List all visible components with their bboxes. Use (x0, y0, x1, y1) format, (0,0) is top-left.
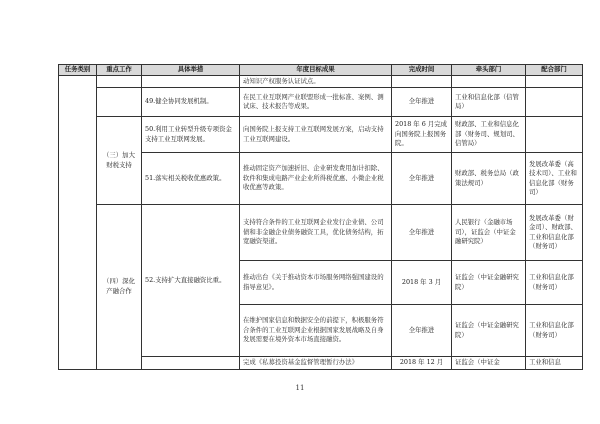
coop-cell: 工业和信息化部（财务司） (526, 261, 583, 305)
task-category-cell (59, 75, 97, 369)
coop-cell: 工业和信息化部（财务司） (526, 305, 583, 357)
key-work-cell (97, 75, 142, 88)
lead-cell: 证监会（中证金融研究院） (452, 305, 526, 357)
table-row (59, 205, 583, 261)
table-row (59, 117, 583, 153)
goal-cell: 完成《私募投资基金监督管理暂行办法》 (240, 357, 392, 370)
lead-cell (452, 75, 526, 88)
time-cell: 2018 年 3 月 (392, 261, 452, 305)
header-task-category: 任务类别 (59, 65, 97, 76)
header-annual-goals: 年度目标成果 (240, 65, 392, 76)
header-lead-department: 牵头部门 (452, 65, 526, 76)
lead-cell: 工业和信息化部（信管局） (452, 88, 526, 117)
coop-cell: 发展改革委（高技术司）、工业和信息化部（财务司） (526, 153, 583, 205)
time-cell: 2018 年 6 月完成向国务院上报国务院。 (392, 117, 452, 153)
goal-cell: 在维护国家信息和数据安全的前提下，积极服务符合条件的工业互联网企业根据国家发展战略及自身发展需要在境外资本市场直接融资。 (240, 305, 392, 357)
time-cell: 2018 年 12 月 (392, 357, 452, 370)
goal-cell: 动知识产权服务认证试点。 (240, 75, 392, 88)
coop-cell (526, 88, 583, 117)
time-cell: 全年推进 (392, 88, 452, 117)
key-work-cell (97, 88, 142, 117)
task-table (58, 64, 583, 370)
lead-cell: 财政部、税务总局（政策法规司） (452, 153, 526, 205)
header-cooperating-department: 配合部门 (526, 65, 583, 76)
measure-cell: 49.健全协同发展机制。 (142, 88, 240, 117)
page-number: 11 (295, 384, 305, 392)
goal-cell: 推动固定资产加速折旧、企业研发费用加计扣除、软件和集成电路产业企业所得税优惠、小微企业税收优惠等政策。 (240, 153, 392, 205)
coop-cell (526, 117, 583, 153)
lead-cell: 证监会（中证金融研究院） (452, 261, 526, 305)
time-cell (392, 75, 452, 88)
header-key-work: 重点工作 (97, 65, 142, 76)
goal-cell: 支持符合条件的工业互联网企业发行企业债、公司债和非金融企业债务融资工具，优化债务结构，拓宽融资渠道。 (240, 205, 392, 261)
header-completion-time: 完成时间 (392, 65, 452, 76)
group-label-cell: （四）深化产融合作 (97, 205, 142, 370)
header-specific-measures: 具体举措 (142, 65, 240, 76)
goal-cell: 在民工业互联网产业联盟形成一批标准、案例、测试床、技术报告等成果。 (240, 88, 392, 117)
goal-cell: 推动出台《关于推动资本市场服务网络强国建设的指导意见》。 (240, 261, 392, 305)
time-cell: 全年推进 (392, 205, 452, 261)
coop-cell (526, 75, 583, 88)
header-row (59, 65, 583, 76)
group-label-cell: （三）加大财税支持 (97, 117, 142, 205)
measure-cell (142, 357, 240, 370)
lead-cell: 证监会（中证金 (452, 357, 526, 370)
measure-cell: 50.利用工业转型升级专项资金支持工业互联网发展。 (142, 117, 240, 153)
measure-cell: 51.落实相关税收优惠政策。 (142, 153, 240, 205)
table-row (59, 88, 583, 117)
goal-cell: 向国务院上报支持工业互联网发展方案，启动支持工业互联网建设。 (240, 117, 392, 153)
coop-cell: 工业和信息 (526, 357, 583, 370)
measure-cell: 52.支持扩大直接融资比重。 (142, 205, 240, 357)
table-row (59, 75, 583, 88)
measure-cell (142, 75, 240, 88)
lead-cell: 人民银行（金融市场司），证监会（中证金融研究院） (452, 205, 526, 261)
time-cell: 全年推进 (392, 153, 452, 205)
time-cell: 全年推进 (392, 305, 452, 357)
coop-cell: 发展改革委（财金司）、财政部、工业和信息化部（财务司） (526, 205, 583, 261)
lead-cell: 财政部、工业和信息化部（财务司、规划司、信管局） (452, 117, 526, 153)
